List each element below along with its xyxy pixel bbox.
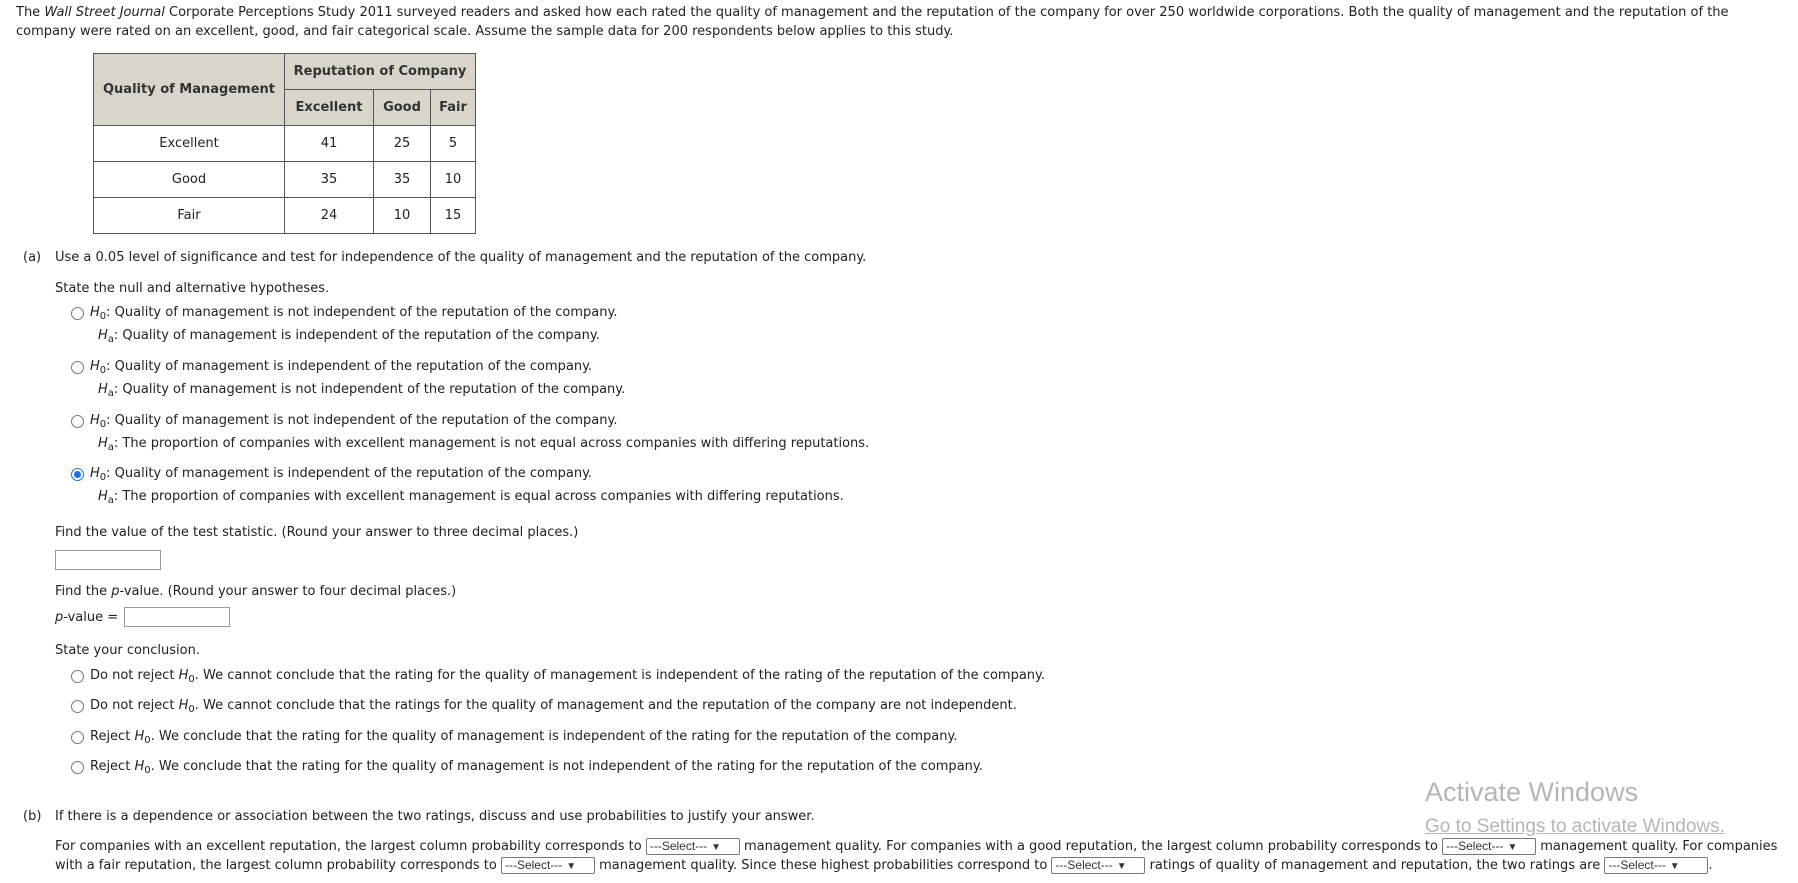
hypothesis-option-1-h0: $H_0$: Quality of management is not independent of the reputation of the company. <box>90 305 618 322</box>
part-b-question: If there is a dependence or association between the two ratings, discuss and use probabilities to justify your answer. <box>55 809 815 824</box>
conclusion-option-4-text: Reject $H_0$. We conclude that the rating for the quality of management is not independent of the rating for the reputation of the company. <box>90 759 983 776</box>
row-label: Excellent <box>94 126 285 162</box>
part-b-line-1: For companies with an excellent reputation, the largest column probability corresponds to ---Select--- ▼ management quality. For companies with a good reputation, the largest column probability corresponds to ---Select--- ▼ management quality. For companies <box>55 839 1778 854</box>
problem-intro <box>16 3 1782 41</box>
column-group-header: Reputation of Company <box>285 54 476 90</box>
table-cell: 10 <box>431 162 476 198</box>
conclusion-option-3-text: Reject $H_0$. We conclude that the rating for the quality of management is independent of the rating for the reputation of the company. <box>90 729 958 746</box>
conclusion-option-4-radio[interactable] <box>71 761 84 774</box>
row-label: Good <box>94 162 285 198</box>
column-header: Fair <box>431 90 476 126</box>
hypothesis-option-4-h0: $H_0$: Quality of management is independent of the reputation of the company. <box>90 466 593 483</box>
table-cell: 35 <box>374 162 431 198</box>
fair-reputation-select[interactable]: ---Select--- ▼ <box>501 857 595 874</box>
row-header: Quality of Management <box>94 54 285 126</box>
hypothesis-option-4-radio[interactable] <box>71 468 84 481</box>
good-reputation-select[interactable]: ---Select--- ▼ <box>1442 838 1536 855</box>
contingency-table <box>93 53 476 234</box>
ratings-relationship-select[interactable]: ---Select--- ▼ <box>1604 857 1708 874</box>
activate-windows-settings-link[interactable]: Go to Settings to activate Windows. <box>1425 816 1725 837</box>
chevron-down-icon: ▼ <box>1116 861 1127 872</box>
table-cell: 41 <box>285 126 374 162</box>
chevron-down-icon: ▼ <box>566 861 577 872</box>
hypothesis-option-3-radio[interactable] <box>71 415 84 428</box>
hypothesis-option-4-ha: $H_a$: The proportion of companies with excellent management is equal across companies with differing reputations. <box>98 489 844 506</box>
row-label: Fair <box>94 198 285 234</box>
table-row <box>94 162 476 198</box>
conclusion-option-1-radio[interactable] <box>71 670 84 683</box>
table-cell: 10 <box>374 198 431 234</box>
part-b-label: (b) <box>23 809 42 824</box>
table-cell: 35 <box>285 162 374 198</box>
conclusion-option-2-text: Do not reject $H_0$. We cannot conclude that the ratings for the quality of management and the reputation of the company are not independent. <box>90 698 1017 715</box>
column-header: Excellent <box>285 90 374 126</box>
table-cell: 5 <box>431 126 476 162</box>
corresponding-ratings-select[interactable]: ---Select--- ▼ <box>1051 857 1145 874</box>
pvalue-prompt: Find the p-value. (Round your answer to four decimal places.) <box>55 584 457 599</box>
chevron-down-icon: ▼ <box>1669 861 1680 872</box>
test-statistic-prompt: Find the value of the test statistic. (Round your answer to three decimal places.) <box>55 525 579 540</box>
hypothesis-option-3-h0: $H_0$: Quality of management is not independent of the reputation of the company. <box>90 413 618 430</box>
column-header: Good <box>374 90 431 126</box>
pvalue-label: p-value = <box>55 610 119 625</box>
table-cell: 15 <box>431 198 476 234</box>
hypothesis-option-1-radio[interactable] <box>71 307 84 320</box>
hypothesis-option-1-ha: $H_a$: Quality of management is independent of the reputation of the company. <box>98 328 600 345</box>
journal-name: Wall Street Journal <box>44 5 165 20</box>
intro-text-pre: The <box>16 5 45 20</box>
excellent-reputation-select[interactable]: ---Select--- ▼ <box>646 838 740 855</box>
hypothesis-option-2-ha: $H_a$: Quality of management is not independent of the reputation of the company. <box>98 382 626 399</box>
hypothesis-option-2-radio[interactable] <box>71 361 84 374</box>
hypothesis-option-3-ha: $H_a$: The proportion of companies with excellent management is not equal across companies with differing reputations. <box>98 436 870 453</box>
conclusion-option-1-text: Do not reject $H_0$. We cannot conclude that the rating for the quality of management is independent of the rating of the reputation of the company. <box>90 668 1045 685</box>
part-b-line-2: with a fair reputation, the largest column probability corresponds to ---Select--- ▼ management quality. Since these highest probabilities correspond to ---Select--- ▼ ratings of quality of management and reputation, the two ratings are ---Select--- ▼ . <box>55 858 1713 873</box>
conclusion-prompt: State your conclusion. <box>55 643 200 658</box>
intro-text-post: Corporate Perceptions Study 2011 surveyed readers and asked how each rated the quality of management and the reputation of the company for over 250 worldwide corporations. Both the quality of management and the reputation of the company were rated on an excellent, good, and fair categorical scale. Assume the sample data for 200 respondents below applies to this study. <box>16 5 1729 39</box>
table-row <box>94 198 476 234</box>
pvalue-input[interactable] <box>124 607 230 627</box>
hypotheses-prompt: State the null and alternative hypotheses. <box>55 281 330 296</box>
test-statistic-input[interactable] <box>55 550 161 570</box>
conclusion-option-3-radio[interactable] <box>71 731 84 744</box>
activate-windows-watermark: Activate Windows <box>1425 777 1639 807</box>
table-cell: 24 <box>285 198 374 234</box>
conclusion-option-2-radio[interactable] <box>71 700 84 713</box>
table-cell: 25 <box>374 126 431 162</box>
part-a-label: (a) <box>23 250 42 265</box>
part-a-question: Use a 0.05 level of significance and test for independence of the quality of management and the reputation of the company. <box>55 250 867 265</box>
chevron-down-icon: ▼ <box>1507 842 1518 853</box>
chevron-down-icon: ▼ <box>711 842 722 853</box>
table-row <box>94 126 476 162</box>
hypothesis-option-2-h0: $H_0$: Quality of management is independent of the reputation of the company. <box>90 359 593 376</box>
